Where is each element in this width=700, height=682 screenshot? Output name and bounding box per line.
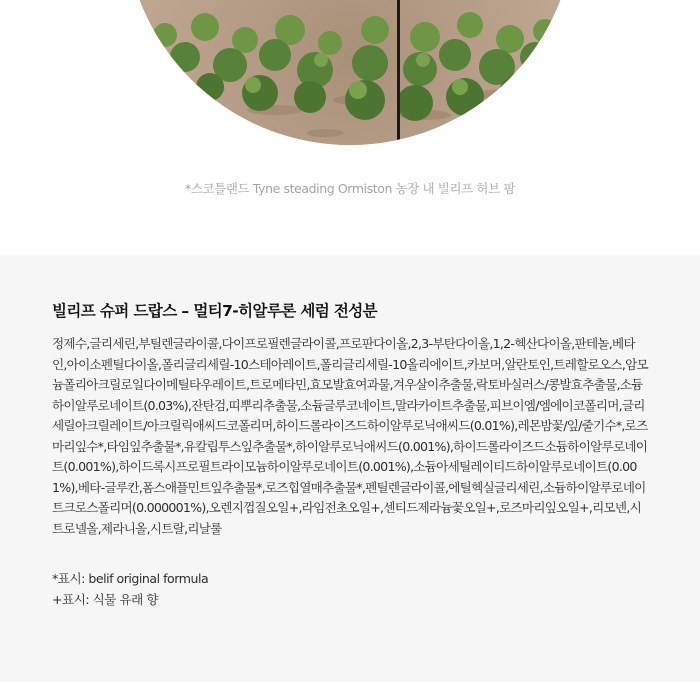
herb-farm-illustration <box>125 0 575 145</box>
herb-farm-photo <box>125 0 575 145</box>
ingredients-list: 정제수,글리세린,부틸렌글라이콜,다이프로필렌글라이콜,프로판다이올,2,3-부탄다이올,1,2-헥산다이올,판테놀,베타인,아이소펜틸다이올,폴리글리세릴-10스테아레이트,폴리글리세릴-10올리에이트,카보머,알란토인,트레할로오스,암모늄폴리아크릴로일다이메틸타우레이트,트로메타민,효모발효여과물,겨우살이추출물,락토바실러스/콩발효추출물,소듐하이알루로네이트(0.03%),잔탄검,띠뿌리추출물,소듐글루코네이트,말라카이트추출물,피브이엠/엠에이코폴리머,글리세릴아크릴레이트/아크릴릭애씨드코폴리머,하이드롤라이즈드하이알루로닉애씨드(0.01%),레몬밤꽃/잎/줄기수*,로즈마리잎수*,타임잎추출물*,유칼립투스잎추출물*,하이알루로닉애씨드(0.001%),하이드롤라이즈드소듐하이알루로네이트(0.001%),하이드록시프로필트라이모늄하이알루로네이트(0.001%),소듐아세틸레이티드하이알루로네이트(0.001%),베타-글루칸,폼스애플민트잎추출물*,로즈힙열매추출물*,펜틸렌글라이콜,에틸헥실글리세린,소듐하이알루로네이트크로스폴리머(0.000001%),오렌지껍질오일+,라임전초오일+,센티드제라늄꽃오일+,로즈마리잎오일+,리모넨,시트로넬올,제라니올,시트랄,리날룰 <box>52 336 648 536</box>
photo-caption: *스코틀랜드 Tyne steading Ormiston 농장 내 빌리프 허브 팜 <box>184 180 515 196</box>
ingredients-section <box>0 255 700 682</box>
original-formula-note: *표시: belif original formula <box>52 571 209 586</box>
stake-post <box>397 0 400 145</box>
plant-fragrance-note: +표시: 식물 유래 향 <box>52 592 158 607</box>
ingredients-title: 빌리프 슈퍼 드랍스 – 멀티7-히알루론 세럼 전성분 <box>52 302 378 320</box>
herb-farm-photo-section <box>0 0 700 255</box>
